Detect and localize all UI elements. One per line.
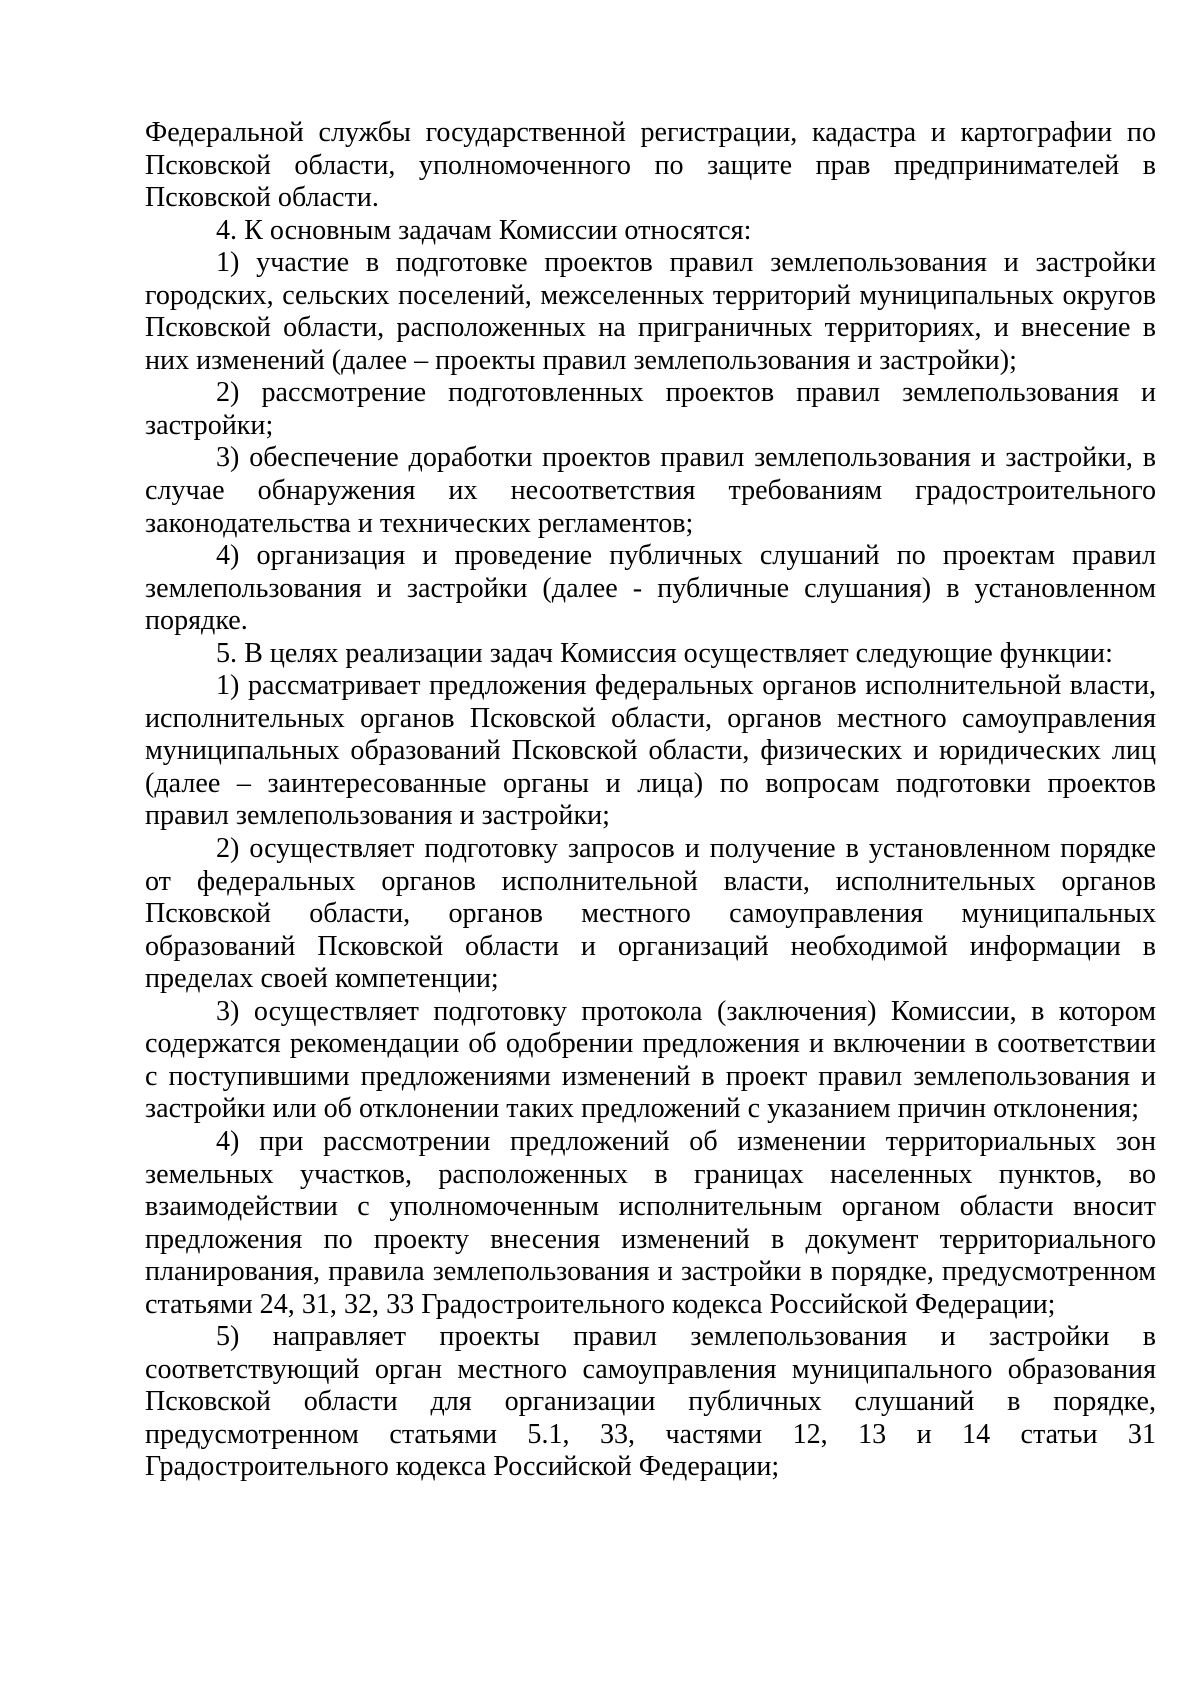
paragraph-function-3: 3) осуществляет подготовку протокола (заключения) Комиссии, в котором содержатся рекомендации об одобрении предложения и включении в соответствии с поступившими предложениями изменений в проект правил землепользования и застройки или об отклонении таких предложений с указанием причин отклонения; (145, 995, 1156, 1125)
paragraph-function-1: 1) рассматривает предложения федеральных органов исполнительной власти, исполнительных органов Псковской области, органов местного самоуправления муниципальных образований Псковской области, физических и юридических лиц (далее – заинтересованные органы и лица) по вопросам подготовки проектов правил землепользования и застройки; (145, 670, 1156, 832)
paragraph-task-1: 1) участие в подготовке проектов правил землепользования и застройки городских, сельских поселений, межселенных территорий муниципальных округов Псковской области, расположенных на приграничных территориях, и внесение в них изменений (далее – проекты правил землепользования и застройки); (145, 247, 1156, 376)
paragraph-function-4: 4) при рассмотрении предложений об изменении территориальных зон земельных участков, расположенных в границах населенных пунктов, во взаимодействии с уполномоченным исполнительным органом области вносит предложения по проекту внесения изменений в документ территориального планирования, правила землепользования и застройки в порядке, предусмотренном статьями 24, 31, 32, 33 Градостроительного кодекса Российской Федерации; (145, 1125, 1156, 1320)
paragraph-function-5: 5) направляет проекты правил землепользования и застройки в соответствующий орган местного самоуправления муниципального образования Псковской области для организации публичных слушаний в порядке, предусмотренном статьями 5.1, 33, частями 12, 13 и 14 статьи 31 Градостроительного кодекса Российской Федерации; (145, 1321, 1156, 1483)
paragraph-task-3: 3) обеспечение доработки проектов правил землепользования и застройки, в случае обнаружения их несоответствия требованиям градостроительного законодательства и технических регламентов; (145, 442, 1156, 539)
document-body (145, 117, 1156, 1484)
paragraph-section-4-heading: 4. К основным задачам Комиссии относятся: (216, 214, 752, 246)
paragraph-rosreestr-continuation: Федеральной службы государственной регистрации, кадастра и картографии по Псковской области, уполномоченного по защите прав предпринимателей в Псковской области. (145, 117, 1156, 214)
paragraph-function-2: 2) осуществляет подготовку запросов и получение в установленном порядке от федеральных органов исполнительной власти, исполнительных органов Псковской области, органов местного самоуправления муниципальных образований Псковской области и организаций необходимой информации в пределах своей компетенции; (145, 833, 1156, 995)
paragraph-task-4: 4) организация и проведение публичных слушаний по проектам правил землепользования и застройки (далее - публичные слушания) в установленном порядке. (145, 540, 1156, 637)
paragraph-task-2: 2) рассмотрение подготовленных проектов правил землепользования и застройки; (145, 377, 1156, 441)
paragraph-section-5-heading: 5. В целях реализации задач Комиссия осуществляет следующие функции: (216, 637, 1113, 669)
